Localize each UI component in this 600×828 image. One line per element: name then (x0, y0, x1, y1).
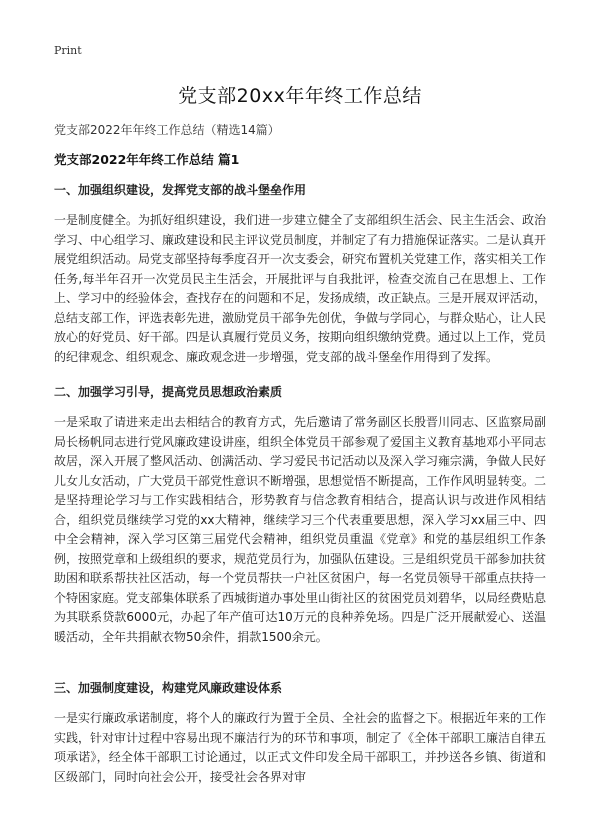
section-heading-3: 三、加强制度建设，构建党风廉政建设体系 (54, 681, 283, 695)
section-heading-1: 一、加强组织建设，发挥党支部的战斗堡垒作用 (54, 183, 307, 197)
section-paragraph-3: 一是实行廉政承诺制度，将个人的廉政行为置于全员、全社会的监督之下。根据近年来的工作实践，针对审计过程中容易出现不廉洁行为的环节和事项，制定了《全体干部职工廉洁自律五项承诺》，经全体干部职工讨论通过，以正式文件印发全局干部职工，并抄送各乡镇、街道和区级部门，同时向社会公开，接受社会各界对审 (54, 711, 547, 784)
section-heading-2: 二、加强学习引导，提高党员思想政治素质 (54, 385, 283, 399)
print-link[interactable]: Print (54, 44, 82, 57)
article-heading: 党支部2022年年终工作总结 篇1 (54, 152, 240, 167)
section-paragraph-1: 一是制度健全。为抓好组织建设，我们进一步建立健全了支部组织生活会、民主生活会、政治学习、中心组学习、廉政建设和民主评议党员制度，并制定了有力措施保证落实。二是认真开展党组织活动。局党支部坚持每季度召开一次支委会，研究布置机关党建工作，落实相关工作任务,每半年召开一次党员民主生活会，开展批评与自我批评，检查交流自己在思想上、工作上、学习中的经验体会，查找存在的问题和不足，发扬成绩，改正缺点。三是开展双评活动，总结支部工作，评选表彰先进，激励党员干部争先创优，争做与学同心，与群众贴心，让人民放心的好党员、好干部。四是认真履行党员义务，按期向组织缴纳党费。通过以上工作，党员的纪律观念、组织观念、廉政观念进一步增强，党支部的战斗堡垒作用得到了发挥。 (54, 213, 547, 364)
section-paragraph-2: 一是采取了请进来走出去相结合的教育方式，先后邀请了常务副区长殷晋川同志、区监察局副局长杨帆同志进行党风廉政建设讲座，组织全体党员干部参观了爱国主义教育基地邓小平同志故居，深入开展了整风活动、创满活动、学习爱民书记活动以及深入学习雍宗满，争做人民好儿女儿女活动，广大党员干部党性意识不断增强，思想觉悟不断提高，工作作风明显转变。二是坚持理论学习与工作实践相结合，形势教育与信念教育相结合，提高认识与改进作风相结合，组织党员继续学习党的xx大精神，继续学习三个代表重要思想，深入学习xx届三中、四中全会精神，深入学习区第三届党代会精神，组织党员重温《党章》和党的基层组织工作条例，按照党章和上级组织的要求，规范党员行为，加强队伍建设。三是组织党员干部参加扶贫助困和联系帮扶社区活动，每一个党员帮扶一户社区贫困户，每一名党员领导干部重点扶持一个特困家庭。党支部集体联系了西城街道办事处里山街社区的贫困党员刘碧华，以局经费贴息为其联系贷款6000元，办起了年产值可达10万元的良种养免场。四是广泛开展献爱心、送温暖活动，全年共捐献衣物50余件，捐款1500余元。 (54, 415, 547, 644)
document-subtitle: 党支部2022年年终工作总结（精选14篇） (54, 123, 280, 137)
document-title: 党支部20xx年年终工作总结 (178, 85, 422, 107)
